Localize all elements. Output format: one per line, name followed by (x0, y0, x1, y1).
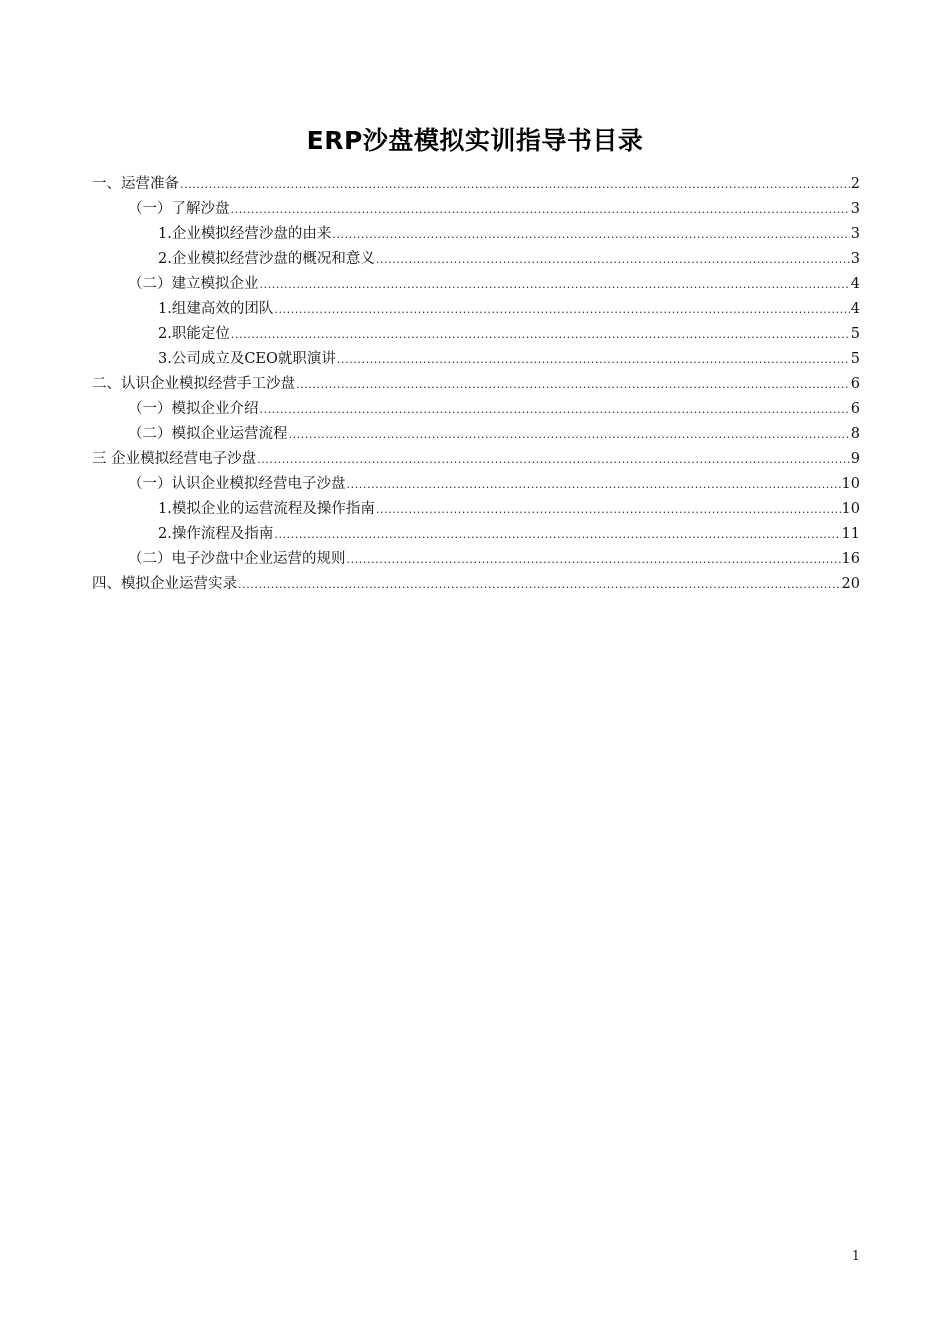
dot-leader (231, 197, 850, 222)
toc-page-number: 4 (850, 301, 860, 317)
toc-page-number: 6 (850, 376, 860, 392)
table-of-contents (92, 172, 860, 597)
toc-page-number: 10 (841, 501, 860, 517)
page-number: 1 (851, 1249, 860, 1264)
dot-leader (337, 347, 850, 372)
dot-leader (180, 172, 850, 197)
toc-entry[interactable] (92, 372, 860, 397)
toc-entry-text: 1.组建高效的团队 (158, 301, 274, 317)
toc-entry[interactable] (92, 572, 860, 597)
toc-entry[interactable] (92, 247, 860, 272)
toc-entry[interactable] (92, 447, 860, 472)
toc-entry-text: 二、认识企业模拟经营手工沙盘 (92, 376, 295, 392)
toc-entry-text: 3.公司成立及CEO就职演讲 (158, 351, 336, 367)
toc-entry-text: 四、模拟企业运营实录 (92, 576, 237, 592)
toc-page-number: 4 (850, 276, 860, 292)
dot-leader (376, 497, 841, 522)
toc-entry[interactable] (92, 222, 860, 247)
toc-page-number: 3 (850, 201, 860, 217)
toc-page-number: 9 (850, 451, 860, 467)
toc-entry[interactable] (92, 197, 860, 222)
toc-entry[interactable] (92, 397, 860, 422)
page-title: ERP沙盘模拟实训指导书目录 (306, 125, 644, 155)
dot-leader (274, 522, 840, 547)
dot-leader (260, 397, 850, 422)
toc-entry-text: （一）认识企业模拟经营电子沙盘 (128, 476, 346, 492)
dot-leader (347, 547, 841, 572)
toc-entry-text: （二）电子沙盘中企业运营的规则 (128, 551, 346, 567)
toc-page-number: 8 (850, 426, 860, 442)
toc-entry-text: 1.模拟企业的运营流程及操作指南 (158, 501, 375, 517)
dot-leader (274, 297, 849, 322)
toc-entry[interactable] (92, 347, 860, 372)
dot-leader (257, 447, 850, 472)
toc-page-number: 2 (850, 176, 860, 192)
toc-entry-text: 2.职能定位 (158, 326, 230, 342)
toc-entry-text: （二）建立模拟企业 (128, 276, 259, 292)
toc-entry[interactable] (92, 522, 860, 547)
toc-page-number: 16 (841, 551, 860, 567)
toc-entry[interactable] (92, 322, 860, 347)
toc-entry-text: 2.操作流程及指南 (158, 526, 274, 542)
toc-page-number: 6 (850, 401, 860, 417)
dot-leader (289, 422, 850, 447)
toc-page-number: 3 (850, 226, 860, 242)
toc-page-number: 11 (841, 526, 860, 542)
dot-leader (347, 472, 841, 497)
dot-leader (376, 247, 850, 272)
toc-page-number: 10 (841, 476, 860, 492)
toc-entry[interactable] (92, 422, 860, 447)
dot-leader (332, 222, 849, 247)
toc-entry-text: 1.企业模拟经营沙盘的由来 (158, 226, 332, 242)
toc-entry[interactable] (92, 547, 860, 572)
dot-leader (238, 572, 841, 597)
toc-page-number: 3 (850, 251, 860, 267)
toc-entry-text: 一、运营准备 (92, 176, 179, 192)
toc-entry-text: （二）模拟企业运营流程 (128, 426, 288, 442)
toc-page-number: 5 (850, 326, 860, 342)
dot-leader (260, 272, 850, 297)
toc-entry-text: （一）模拟企业介绍 (128, 401, 259, 417)
toc-entry-text: （一）了解沙盘 (128, 201, 230, 217)
toc-entry[interactable] (92, 297, 860, 322)
toc-entry[interactable] (92, 472, 860, 497)
dot-leader (231, 322, 850, 347)
toc-entry[interactable] (92, 272, 860, 297)
toc-entry[interactable] (92, 172, 860, 197)
dot-leader (296, 372, 850, 397)
toc-page-number: 5 (850, 351, 860, 367)
toc-entry-text: 三 企业模拟经营电子沙盘 (92, 451, 257, 467)
toc-entry-text: 2.企业模拟经营沙盘的概况和意义 (158, 251, 375, 267)
toc-entry[interactable] (92, 497, 860, 522)
toc-page-number: 20 (841, 576, 860, 592)
